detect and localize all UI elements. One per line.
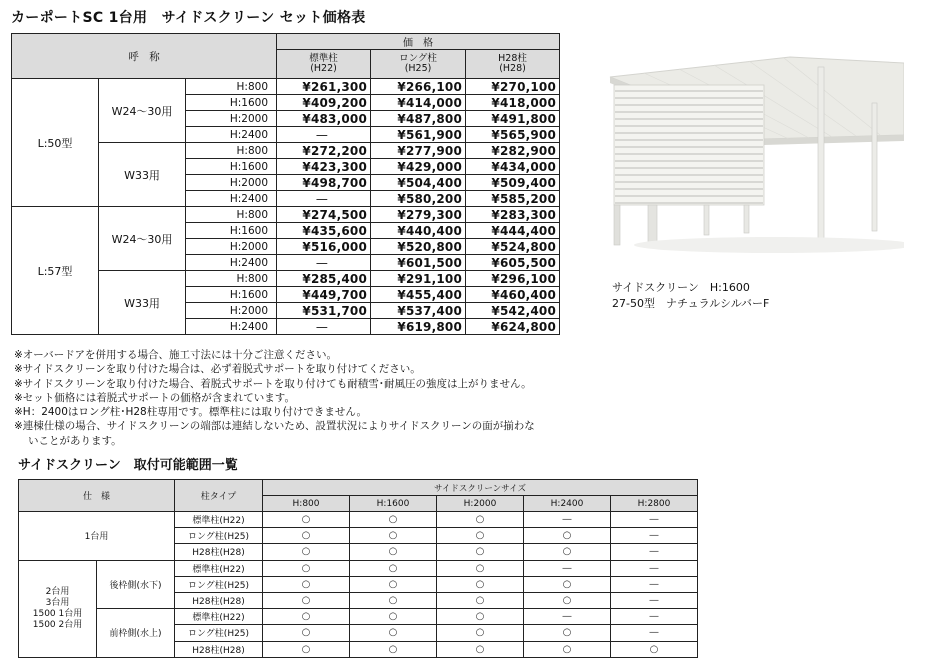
width-label: W33用 [99,271,186,335]
height-cell: H:800 [186,271,277,287]
price-cell: ¥270,100 [466,79,560,95]
price-cell: ¥434,000 [466,159,560,175]
price-cell: ¥429,000 [371,159,466,175]
height-cell: H:2400 [186,127,277,143]
range-table [18,479,698,658]
header-size: H:2000 [437,496,524,512]
height-cell: H:2000 [186,111,277,127]
availability-cell: ○ [263,560,350,576]
spec-multi-line: 3台用 [45,597,70,608]
price-cell: ¥524,800 [466,239,560,255]
photo-caption [612,280,769,312]
availability-cell: — [611,528,698,544]
availability-cell: ○ [350,576,437,592]
availability-cell: ○ [263,528,350,544]
availability-cell: ○ [263,625,350,641]
availability-cell: ○ [524,641,611,657]
price-cell: ¥409,200 [277,95,371,111]
price-cell: ¥449,700 [277,287,371,303]
price-cell: ¥483,000 [277,111,371,127]
pillar-type-cell: ロング柱(H25) [175,528,263,544]
availability-cell: ○ [437,576,524,592]
price-cell: ¥274,500 [277,207,371,223]
height-cell: H:800 [186,79,277,95]
availability-cell: ○ [524,576,611,592]
availability-cell: ○ [437,528,524,544]
availability-cell: ○ [263,592,350,608]
availability-cell: — [611,560,698,576]
availability-cell: ○ [263,641,350,657]
availability-cell: ○ [263,576,350,592]
height-cell: H:2400 [186,255,277,271]
availability-cell: ○ [524,528,611,544]
availability-cell: ○ [611,641,698,657]
price-cell: ¥605,500 [466,255,560,271]
note-6: ※連棟仕様の場合、サイドスクリーンの端部は連結しないため、設置状況によりサイドスクリーンの面が揃わな [14,420,535,433]
price-cell: ¥418,000 [466,95,560,111]
availability-cell: — [611,512,698,528]
availability-cell: ○ [437,544,524,560]
spec-multi [19,560,97,657]
header-name: 呼 称 [12,34,277,79]
price-cell: ¥283,300 [466,207,560,223]
header-size: H:2400 [524,496,611,512]
price-row [12,79,560,95]
width-label: W33用 [99,143,186,207]
availability-cell: ○ [524,625,611,641]
frame-side-label: 後枠側(水下) [97,560,175,609]
width-label: W24〜30用 [99,207,186,271]
note-2: ※サイドスクリーンを取り付けた場合は、必ず着脱式サポートを取り付けてください。 [14,363,421,376]
availability-cell: ○ [350,625,437,641]
header-col-long: ロング柱 (H25) [371,50,466,79]
availability-cell: ○ [437,609,524,625]
height-cell: H:2400 [186,319,277,335]
carport-illustration [610,57,904,253]
availability-cell: ○ [437,641,524,657]
range-row [19,609,698,625]
availability-cell: ○ [524,544,611,560]
price-cell: — [277,127,371,143]
availability-cell: — [611,625,698,641]
note-1: ※オーバードアを併用する場合、施工寸法には十分ご注意ください。 [14,349,337,361]
price-row [12,207,560,223]
availability-cell: ○ [350,544,437,560]
availability-cell: ○ [350,641,437,657]
price-cell: ¥423,300 [277,159,371,175]
price-cell: — [277,255,371,271]
price-cell: ¥460,400 [466,287,560,303]
availability-cell: — [611,576,698,592]
height-cell: H:2400 [186,191,277,207]
caption-line-1: サイドスクリーン H:1600 [612,281,750,294]
availability-cell: — [611,544,698,560]
price-cell: ¥531,700 [277,303,371,319]
price-cell: ¥537,400 [371,303,466,319]
price-cell: ¥282,900 [466,143,560,159]
header-size: H:800 [263,496,350,512]
height-cell: H:2000 [186,175,277,191]
price-cell: ¥440,400 [371,223,466,239]
height-cell: H:800 [186,143,277,159]
availability-cell: ○ [437,625,524,641]
pillar-type-cell: 標準柱(H22) [175,512,263,528]
availability-cell: ○ [350,512,437,528]
spec-single: 1台用 [19,512,175,561]
height-cell: H:800 [186,207,277,223]
availability-cell: ○ [350,560,437,576]
price-cell: ¥601,500 [371,255,466,271]
header-price: 価 格 [277,34,560,50]
caption-line-2: 27-50型 ナチュラルシルバーF [612,297,770,310]
pillar-type-cell: ロング柱(H25) [175,576,263,592]
height-cell: H:1600 [186,223,277,239]
price-cell: ¥266,100 [371,79,466,95]
availability-cell: — [524,560,611,576]
note-4: ※セット価格には着脱式サポートの価格が含まれています。 [14,391,295,404]
price-cell: ¥580,200 [371,191,466,207]
price-cell: ¥565,900 [466,127,560,143]
pillar-type-cell: H28柱(H28) [175,544,263,560]
price-cell: ¥279,300 [371,207,466,223]
note-3: ※サイドスクリーンを取り付けた場合、着脱式サポートを取り付けても耐積雪･耐風圧の強度は上がりません。 [14,377,532,390]
availability-cell: — [611,592,698,608]
spec-multi-line: 1500 2台用 [32,619,83,630]
note-6-cont: いことがあります。 [28,434,122,447]
range-table-title: サイドスクリーン 取付可能範囲一覧 [18,458,238,473]
availability-cell: ○ [263,609,350,625]
price-cell: ¥455,400 [371,287,466,303]
pillar-type-cell: ロング柱(H25) [175,625,263,641]
carport-photo [604,55,904,255]
type-label: L:50型 [12,79,99,207]
price-cell: ¥561,900 [371,127,466,143]
price-cell: ¥498,700 [277,175,371,191]
spec-multi-line: 1500 1台用 [32,608,83,619]
availability-cell: ○ [437,560,524,576]
availability-cell: ○ [350,528,437,544]
height-cell: H:1600 [186,287,277,303]
price-cell: ¥585,200 [466,191,560,207]
price-cell: — [277,191,371,207]
availability-cell: ○ [524,592,611,608]
price-cell: ¥520,800 [371,239,466,255]
header-spec: 仕 様 [19,480,175,512]
pillar-type-cell: 標準柱(H22) [175,560,263,576]
price-table [11,33,560,335]
price-cell: ¥516,000 [277,239,371,255]
header-size: H:1600 [350,496,437,512]
price-table-title: カーポートSC 1台用 サイドスクリーン セット価格表 [11,10,366,26]
price-cell: ¥491,800 [466,111,560,127]
header-col-h28: H28柱 (H28) [466,50,560,79]
height-cell: H:1600 [186,159,277,175]
availability-cell: ○ [263,512,350,528]
price-cell: ¥261,300 [277,79,371,95]
price-cell: ¥542,400 [466,303,560,319]
availability-cell: ○ [263,544,350,560]
availability-cell: — [524,609,611,625]
price-cell: ¥291,100 [371,271,466,287]
width-label: W24〜30用 [99,79,186,143]
price-cell: ¥296,100 [466,271,560,287]
height-cell: H:1600 [186,95,277,111]
price-cell: ¥509,400 [466,175,560,191]
range-row [19,512,698,528]
price-cell: ¥487,800 [371,111,466,127]
pillar-type-cell: H28柱(H28) [175,592,263,608]
price-cell: ¥504,400 [371,175,466,191]
notes [14,348,574,448]
price-cell: ¥285,400 [277,271,371,287]
price-cell: ¥444,400 [466,223,560,239]
header-screen-size: サイドスクリーンサイズ [263,480,698,496]
note-5: ※H：2400はロング柱･H28柱専用です。標準柱には取り付けできません。 [14,406,368,419]
price-cell: ¥619,800 [371,319,466,335]
price-cell: ¥624,800 [466,319,560,335]
price-cell: ¥277,900 [371,143,466,159]
availability-cell: ○ [350,592,437,608]
pillar-type-cell: 標準柱(H22) [175,609,263,625]
height-cell: H:2000 [186,239,277,255]
availability-cell: ○ [437,512,524,528]
header-pillar-type: 柱タイプ [175,480,263,512]
availability-cell: ○ [437,592,524,608]
header-size: H:2800 [611,496,698,512]
price-cell: ¥435,600 [277,223,371,239]
availability-cell: — [524,512,611,528]
availability-cell: — [611,609,698,625]
pillar-type-cell: H28柱(H28) [175,641,263,657]
type-label: L:57型 [12,207,99,335]
spec-multi-line: 2台用 [45,586,70,597]
price-cell: ¥272,200 [277,143,371,159]
height-cell: H:2000 [186,303,277,319]
price-cell: — [277,319,371,335]
header-col-standard: 標準柱 (H22) [277,50,371,79]
price-cell: ¥414,000 [371,95,466,111]
frame-side-label: 前枠側(水上) [97,609,175,658]
range-row [19,560,698,576]
availability-cell: ○ [350,609,437,625]
